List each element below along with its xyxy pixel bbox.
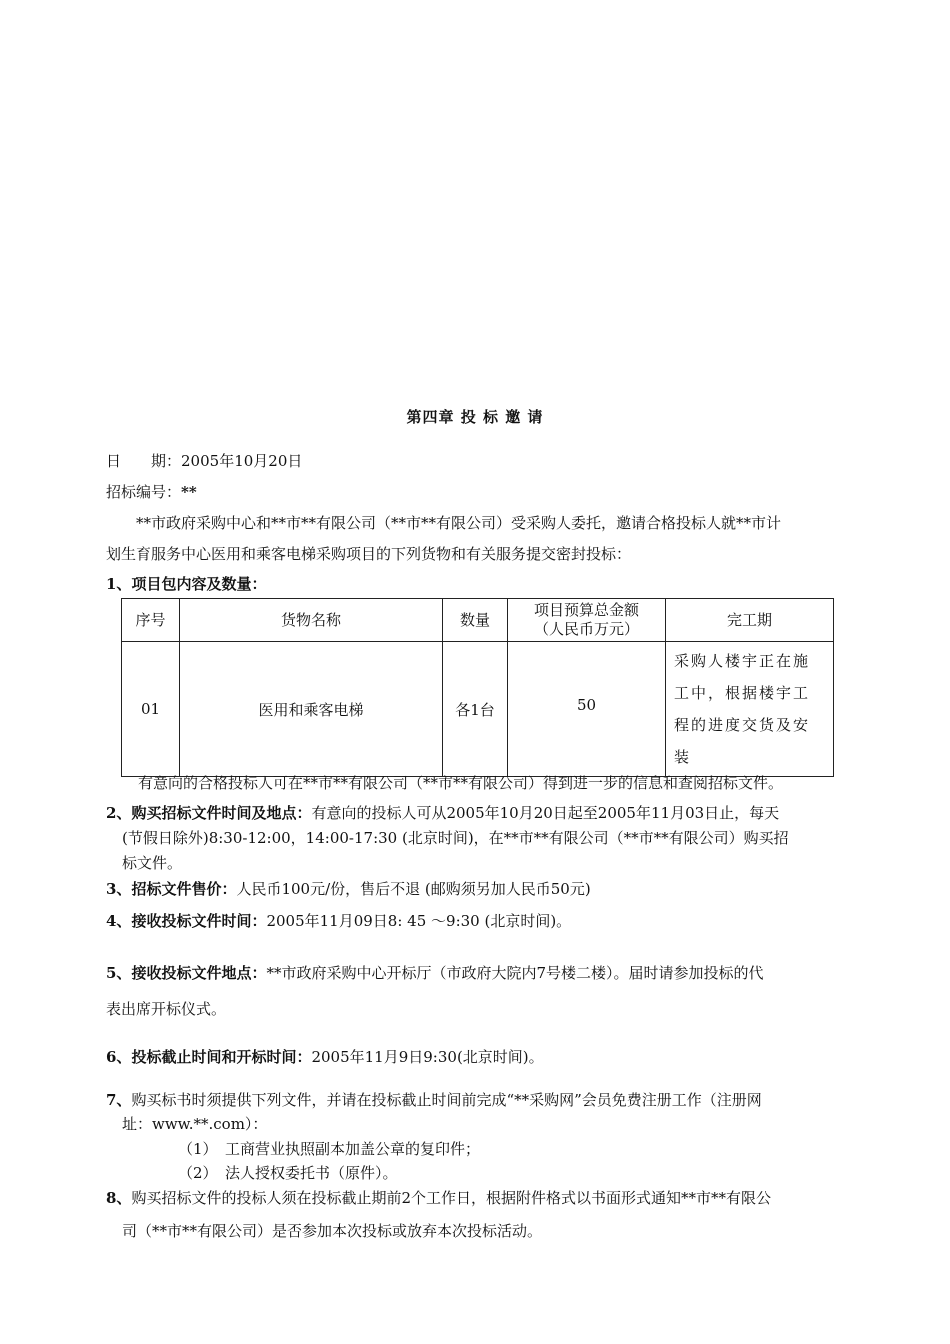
- section-8-line-1: [106, 1187, 771, 1209]
- section-5-text-1: **市政府采购中心开标厅（市政府大院内7号楼二楼）。届时请参加投标的代: [266, 964, 764, 982]
- section-8-text-2: 司（**市**有限公司）是否参加本次投标或放弃本次投标活动。: [122, 1222, 543, 1240]
- header-period: 完工期: [666, 599, 834, 642]
- tender-number-line: [106, 481, 197, 503]
- header-budget-line-1: 项目预算总金额: [533, 601, 639, 619]
- section-4-title: 接收投标文件时间：: [131, 912, 267, 930]
- tender-number-label: 招标编号：: [106, 483, 182, 501]
- section-4-line: [106, 910, 571, 932]
- date-line: [106, 450, 302, 472]
- section-3-text: 人民币100元/份，售后不退 (邮购须另加人民币50元): [236, 880, 591, 898]
- page-title: 第四章 投 标 邀 请: [406, 408, 544, 426]
- section-7-item-1: （1） 工商营业执照副本加盖公章的复印件；: [178, 1140, 481, 1158]
- date-label: 日 期：: [106, 452, 182, 470]
- cell-qty: 各1台: [443, 642, 508, 777]
- table-row: [122, 642, 834, 777]
- intro-line-2: 划生育服务中心医用和乘客电梯采购项目的下列货物和有关服务提交密封投标：: [106, 545, 632, 563]
- header-budget: [508, 599, 666, 642]
- section-3-line: [106, 878, 591, 900]
- section-8-number: 8、: [106, 1189, 132, 1207]
- header-name: 货物名称: [180, 599, 443, 642]
- section-1-title: 项目包内容及数量：: [131, 575, 267, 593]
- section-1-number: 1、: [106, 575, 132, 593]
- section-5-line-1: [106, 962, 764, 984]
- date-value: 2005年10月20日: [181, 452, 303, 470]
- section-6-number: 6、: [106, 1048, 132, 1066]
- cell-period: 采购人楼宇正在施工中，根据楼宇工程的进度交货及安装: [666, 642, 834, 777]
- header-qty: 数量: [443, 599, 508, 642]
- intro-line-1: **市政府采购中心和**市**有限公司（**市**有限公司）受采购人委托，邀请合格投标人就**市计: [136, 514, 782, 532]
- section-6-line: [106, 1046, 544, 1068]
- section-1-heading: [106, 573, 266, 595]
- items-table: [121, 598, 834, 777]
- section-7-text-1: 购买标书时须提供下列文件，并请在投标截止时间前完成“**采购网”会员免费注册工作（注册网: [131, 1091, 762, 1109]
- section-2-title: 购买招标文件时间及地点：: [131, 804, 312, 822]
- section-2-text-3: 标文件。: [122, 854, 183, 872]
- section-6-text: 2005年11月9日9:30(北京时间)。: [311, 1048, 544, 1066]
- section-7-line-1: [106, 1089, 762, 1111]
- after-table-note: 有意向的合格投标人可在**市**有限公司（**市**有限公司）得到进一步的信息和查阅招标文件。: [138, 774, 784, 792]
- header-no: 序号: [122, 599, 180, 642]
- section-2-line-1: [106, 802, 779, 824]
- cell-budget: 50: [508, 642, 666, 777]
- section-3-number: 3、: [106, 880, 132, 898]
- tender-number-value: **: [181, 483, 197, 501]
- section-2-text-2: (节假日除外)8:30-12:00，14:00-17:30 (北京时间)，在**市**有限公司（**市**有限公司）购买招: [122, 829, 789, 847]
- section-3-title: 招标文件售价：: [131, 880, 237, 898]
- section-7-number: 7、: [106, 1091, 132, 1109]
- section-7-text-2: 址：www.**.com）：: [122, 1115, 268, 1133]
- cell-name: 医用和乘客电梯: [180, 642, 443, 777]
- header-budget-line-2: （人民币万元）: [533, 620, 639, 638]
- section-5-text-2: 表出席开标仪式。: [106, 1000, 227, 1018]
- section-5-title: 接收投标文件地点：: [131, 964, 267, 982]
- section-4-text: 2005年11月09日8: 45 ～9:30 (北京时间)。: [266, 912, 572, 930]
- section-7-item-2: （2） 法人授权委托书（原件）。: [178, 1164, 398, 1182]
- section-2-text-1: 有意向的投标人可从2005年10月20日起至2005年11月03日止，每天: [311, 804, 780, 822]
- section-2-number: 2、: [106, 804, 132, 822]
- section-5-number: 5、: [106, 964, 132, 982]
- section-6-title: 投标截止时间和开标时间：: [131, 1048, 312, 1066]
- section-4-number: 4、: [106, 912, 132, 930]
- section-8-text-1: 购买招标文件的投标人须在投标截止期前2个工作日，根据附件格式以书面形式通知**市**有限公: [131, 1189, 771, 1207]
- table-header-row: [122, 599, 834, 642]
- cell-no: 01: [122, 642, 180, 777]
